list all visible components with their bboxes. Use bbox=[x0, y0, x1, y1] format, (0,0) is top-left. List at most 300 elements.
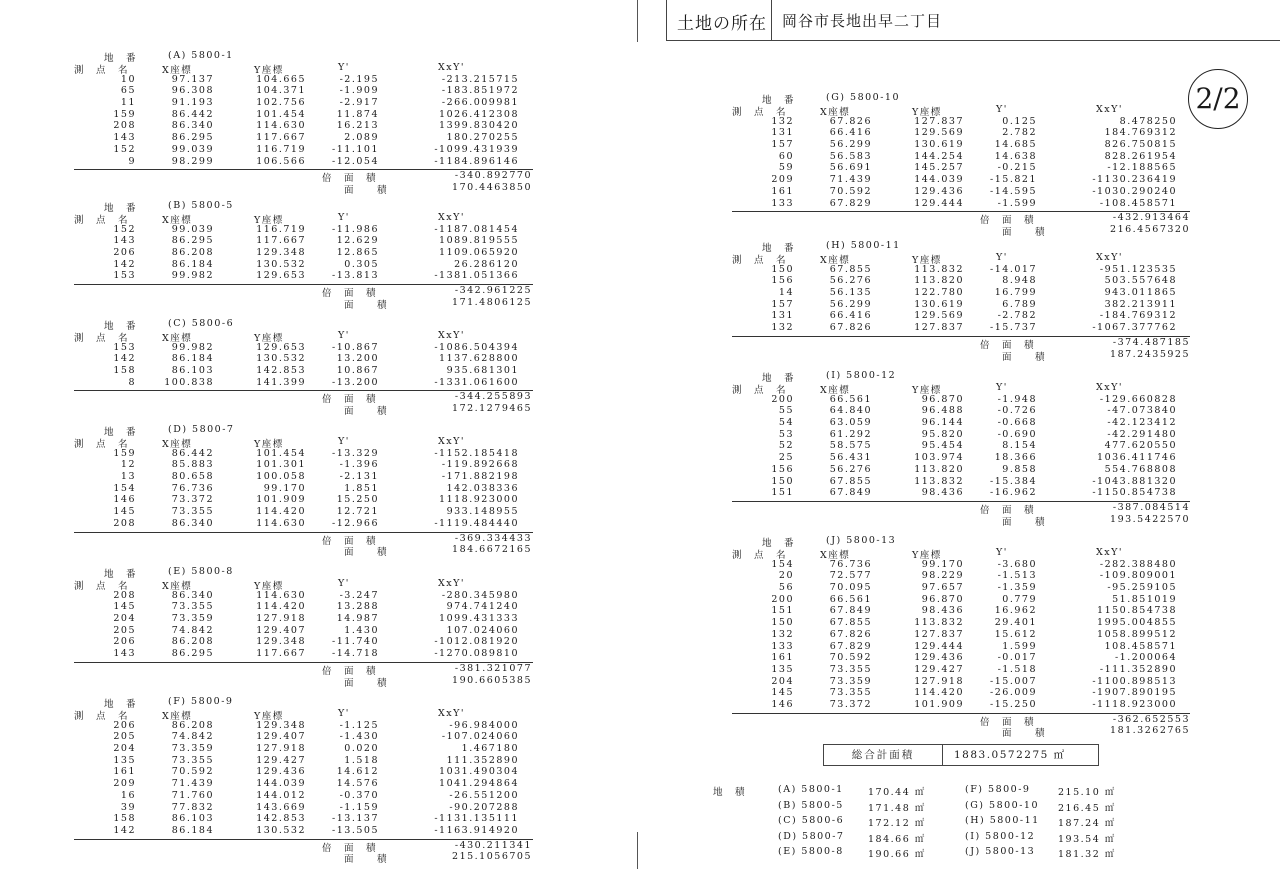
cell: -1131.135111 bbox=[434, 813, 519, 825]
table-row bbox=[74, 235, 534, 247]
area-label: 面 積 bbox=[1002, 728, 1047, 740]
cell: -15.737 bbox=[990, 322, 1037, 334]
cell: 1118.923000 bbox=[439, 494, 519, 506]
cell: 73.359 bbox=[829, 675, 872, 687]
lot-number: (B) 5800-5 bbox=[168, 200, 234, 211]
cell: -47.073840 bbox=[1107, 405, 1177, 417]
cell: 2.089 bbox=[344, 132, 379, 144]
cell: -1030.290240 bbox=[1092, 185, 1177, 197]
cell: 86.103 bbox=[171, 813, 214, 825]
cell: 0.779 bbox=[1002, 593, 1037, 605]
cell: -1.200064 bbox=[1114, 652, 1177, 664]
cell: -213.215715 bbox=[441, 73, 519, 85]
cell: 146 bbox=[113, 494, 136, 506]
cell: 98.436 bbox=[921, 487, 964, 499]
table-row bbox=[74, 790, 534, 802]
lot-number: (F) 5800-9 bbox=[168, 696, 234, 707]
cell: -11.101 bbox=[332, 143, 379, 155]
cell: -95.259105 bbox=[1107, 582, 1177, 594]
cell: -15.250 bbox=[990, 698, 1037, 710]
double-area-label: 倍 面 積 bbox=[980, 215, 1036, 227]
double-area-value: -344.255893 bbox=[454, 391, 532, 403]
cell: 99.039 bbox=[171, 143, 214, 155]
double-area-label: 倍 面 積 bbox=[322, 535, 378, 547]
cell: 156 bbox=[771, 275, 794, 287]
cell: 71.439 bbox=[171, 778, 214, 790]
column-header-y: Y座標 bbox=[912, 107, 942, 118]
cell: 16 bbox=[120, 789, 136, 801]
cell: 67.855 bbox=[829, 475, 872, 487]
table-row bbox=[74, 353, 534, 365]
cell: -11.986 bbox=[332, 223, 379, 235]
cell: 144.039 bbox=[914, 174, 964, 186]
cell: 100.058 bbox=[256, 471, 306, 483]
cell: -266.009981 bbox=[441, 97, 519, 109]
cell: 209 bbox=[771, 174, 794, 186]
cell: 73.355 bbox=[171, 506, 214, 518]
summary-area: 216.45 ㎡ bbox=[1058, 802, 1116, 814]
cell: -1150.854738 bbox=[1092, 487, 1177, 499]
cell: 95.454 bbox=[921, 440, 964, 452]
cell: 64.840 bbox=[829, 405, 872, 417]
summary-area: 215.10 ㎡ bbox=[1058, 787, 1116, 798]
cell: 56.691 bbox=[829, 162, 872, 174]
cell: 102.756 bbox=[256, 97, 306, 109]
cell: 55 bbox=[778, 405, 794, 417]
lot-label: 地 番 bbox=[762, 243, 796, 254]
cell: -1.518 bbox=[997, 663, 1037, 675]
lot-number: (J) 5800-13 bbox=[826, 535, 897, 546]
cell: 66.561 bbox=[829, 593, 872, 605]
cell: -1099.431939 bbox=[434, 143, 519, 155]
cell: 130.532 bbox=[256, 353, 306, 365]
table-row bbox=[74, 813, 534, 825]
table-row bbox=[74, 590, 534, 602]
lot-block bbox=[732, 240, 1192, 363]
cell: -1331.061600 bbox=[434, 376, 519, 388]
cell: -96.984000 bbox=[449, 719, 519, 731]
column-header-row bbox=[74, 436, 534, 448]
column-header-xy: XxY' bbox=[1096, 104, 1124, 115]
column-header-xy: XxY' bbox=[438, 330, 466, 341]
cell: 104.371 bbox=[256, 85, 306, 97]
table-row bbox=[732, 139, 1192, 151]
cell: 129.348 bbox=[256, 719, 306, 731]
cell: 127.918 bbox=[256, 613, 306, 625]
cell: -13.813 bbox=[332, 270, 379, 282]
cell: 135 bbox=[113, 754, 136, 766]
lot-number: (I) 5800-12 bbox=[826, 370, 897, 381]
cell: 66.416 bbox=[829, 310, 872, 322]
cell: 145 bbox=[113, 601, 136, 613]
cell: 103.974 bbox=[914, 452, 964, 464]
cell: -42.123412 bbox=[1107, 417, 1177, 429]
column-header-y: Y座標 bbox=[254, 581, 284, 592]
summary-area: 184.66 ㎡ bbox=[868, 833, 926, 845]
cell: 18.366 bbox=[994, 452, 1037, 464]
summary-lot: (E) 5800-8 bbox=[778, 846, 844, 857]
area-row bbox=[732, 349, 1192, 361]
table-row bbox=[732, 429, 1192, 441]
cell: 1058.899512 bbox=[1097, 628, 1177, 640]
cell: 1.518 bbox=[344, 754, 379, 766]
cell: 130.532 bbox=[256, 258, 306, 270]
table-row bbox=[74, 825, 534, 837]
cell: 63.059 bbox=[829, 417, 872, 429]
cell: -1.909 bbox=[339, 85, 379, 97]
table-row bbox=[74, 802, 534, 814]
cell: 73.372 bbox=[171, 494, 214, 506]
cell: 101.454 bbox=[256, 108, 306, 120]
table-row bbox=[732, 186, 1192, 198]
lot-row bbox=[74, 696, 534, 708]
double-area-value: -387.084514 bbox=[1112, 501, 1190, 513]
area-label: 面 積 bbox=[1002, 351, 1047, 363]
cell: 157 bbox=[771, 139, 794, 151]
cell: 8 bbox=[128, 376, 136, 388]
cell: 153 bbox=[113, 270, 136, 282]
cell: 200 bbox=[771, 393, 794, 405]
lot-label: 地 番 bbox=[104, 427, 138, 438]
cell: 143 bbox=[113, 235, 136, 247]
lot-row bbox=[74, 566, 534, 578]
cell: 99.982 bbox=[171, 270, 214, 282]
lot-number: (H) 5800-11 bbox=[826, 240, 901, 251]
lot-row bbox=[74, 318, 534, 330]
cell: 12.865 bbox=[336, 247, 379, 259]
cell: 129.427 bbox=[256, 754, 306, 766]
cell: 56.299 bbox=[829, 298, 872, 310]
cell: 56.583 bbox=[829, 150, 872, 162]
summary-area: 181.32 ㎡ bbox=[1058, 849, 1116, 860]
cell: 113.820 bbox=[914, 463, 964, 475]
double-area-row bbox=[732, 212, 1192, 227]
cell: 54 bbox=[778, 417, 794, 429]
cell: 39 bbox=[120, 801, 136, 813]
grand-total-value: 1883.0572275 ㎡ bbox=[954, 749, 1066, 761]
cell: 116.719 bbox=[256, 223, 306, 235]
cell: 935.681301 bbox=[446, 365, 519, 377]
cell: 15.612 bbox=[994, 628, 1037, 640]
area-value: 172.1279465 bbox=[452, 403, 532, 415]
cell: 86.295 bbox=[171, 132, 214, 144]
column-header-y: Y座標 bbox=[254, 439, 284, 450]
double-area-row bbox=[74, 391, 534, 406]
cell: 933.148955 bbox=[446, 506, 519, 518]
column-header-xy: XxY' bbox=[1096, 382, 1124, 393]
lot-row bbox=[732, 535, 1192, 547]
cell: 8.154 bbox=[1002, 440, 1037, 452]
cell: 156 bbox=[771, 463, 794, 475]
cell: 104.665 bbox=[256, 73, 306, 85]
lot-label: 地 番 bbox=[104, 699, 138, 710]
location-value: 岡谷市長地出早二丁目 bbox=[782, 12, 943, 30]
cell: 67.829 bbox=[829, 640, 872, 652]
cell: -0.668 bbox=[997, 417, 1037, 429]
double-area-label: 倍 面 積 bbox=[322, 665, 378, 677]
cell: 144.039 bbox=[256, 778, 306, 790]
cell: -129.660828 bbox=[1099, 393, 1177, 405]
table-row bbox=[74, 778, 534, 790]
cell: -1.125 bbox=[339, 719, 379, 731]
cell: 67.826 bbox=[829, 628, 872, 640]
double-area-label: 倍 面 積 bbox=[980, 339, 1036, 351]
cell: -0.690 bbox=[997, 428, 1037, 440]
cell: 14.987 bbox=[336, 613, 379, 625]
cell: -109.809001 bbox=[1099, 570, 1177, 582]
cell: 2.782 bbox=[1002, 127, 1037, 139]
table-row bbox=[74, 766, 534, 778]
cell: 943.011865 bbox=[1104, 287, 1177, 299]
column-header-row bbox=[732, 547, 1192, 559]
cell: 95.820 bbox=[921, 428, 964, 440]
column-header-x: X座標 bbox=[162, 65, 193, 76]
cell: 12.721 bbox=[336, 506, 379, 518]
cell: 142.853 bbox=[256, 365, 306, 377]
cell: 97.657 bbox=[921, 582, 964, 594]
cell: -0.726 bbox=[997, 405, 1037, 417]
cell: 52 bbox=[778, 440, 794, 452]
lot-block bbox=[74, 424, 534, 559]
area-value: 190.6605385 bbox=[452, 674, 532, 686]
cell: 161 bbox=[771, 185, 794, 197]
cell: 127.918 bbox=[914, 675, 964, 687]
column-header-xy: XxY' bbox=[1096, 252, 1124, 263]
cell: 12.629 bbox=[336, 235, 379, 247]
cell: 114.420 bbox=[256, 601, 306, 613]
cell: -1.396 bbox=[339, 459, 379, 471]
summary-lot: (C) 5800-6 bbox=[778, 815, 845, 826]
cell: 180.270255 bbox=[446, 132, 519, 144]
column-header-point: 測 点 名 bbox=[732, 107, 788, 118]
table-row bbox=[74, 259, 534, 271]
double-area-value: -369.334433 bbox=[454, 532, 532, 544]
table-row bbox=[74, 494, 534, 506]
area-value: 215.1056705 bbox=[452, 851, 532, 863]
cell: 16.213 bbox=[336, 120, 379, 132]
cell: 9 bbox=[128, 155, 136, 167]
double-area-value: -362.652553 bbox=[1112, 713, 1190, 725]
cell: -0.017 bbox=[997, 652, 1037, 664]
cell: 206 bbox=[113, 719, 136, 731]
cell: 200 bbox=[771, 593, 794, 605]
cell: -171.882198 bbox=[441, 471, 519, 483]
column-header-yp: Y' bbox=[338, 62, 350, 73]
cell: -1067.377762 bbox=[1092, 322, 1177, 334]
area-row bbox=[732, 514, 1192, 526]
double-area-label: 倍 面 積 bbox=[322, 173, 378, 185]
cell: 98.229 bbox=[921, 570, 964, 582]
table-row bbox=[732, 417, 1192, 429]
cell: 86.208 bbox=[171, 636, 214, 648]
cell: 151 bbox=[771, 605, 794, 617]
cell: 158 bbox=[113, 365, 136, 377]
table-row bbox=[732, 652, 1192, 664]
cell: 70.592 bbox=[829, 652, 872, 664]
table-row bbox=[732, 582, 1192, 594]
cell: 0.020 bbox=[344, 743, 379, 755]
cell: 56.299 bbox=[829, 139, 872, 151]
cell: 100.838 bbox=[164, 376, 214, 388]
cell: 106.566 bbox=[256, 155, 306, 167]
lot-block bbox=[74, 566, 534, 689]
table-row bbox=[732, 664, 1192, 676]
cell: 14.685 bbox=[994, 139, 1037, 151]
table-row bbox=[74, 613, 534, 625]
double-area-row bbox=[74, 285, 534, 300]
cell: 12 bbox=[120, 459, 136, 471]
cell: 86.442 bbox=[171, 447, 214, 459]
lot-block bbox=[732, 370, 1192, 528]
area-row bbox=[74, 403, 534, 418]
area-value: 216.4567320 bbox=[1110, 223, 1190, 235]
cell: 151 bbox=[771, 487, 794, 499]
cell: -1187.081454 bbox=[434, 223, 519, 235]
cell: -16.962 bbox=[990, 487, 1037, 499]
table-row bbox=[732, 287, 1192, 299]
area-value: 171.4806125 bbox=[452, 296, 532, 308]
cell: 72.577 bbox=[829, 570, 872, 582]
cell: 127.918 bbox=[256, 743, 306, 755]
cell: 205 bbox=[113, 731, 136, 743]
cell: 16.799 bbox=[994, 287, 1037, 299]
table-row bbox=[732, 198, 1192, 210]
cell: 135 bbox=[771, 663, 794, 675]
column-header-y: Y座標 bbox=[254, 215, 284, 226]
cell: 80.658 bbox=[171, 471, 214, 483]
cell: 129.569 bbox=[914, 127, 964, 139]
summary-area: 172.12 ㎡ bbox=[868, 818, 926, 829]
cell: -1130.236419 bbox=[1092, 174, 1177, 186]
cell: -1.159 bbox=[339, 801, 379, 813]
cell: 127.837 bbox=[914, 628, 964, 640]
column-header-y: Y座標 bbox=[912, 255, 942, 266]
cell: 150 bbox=[771, 475, 794, 487]
cell: -1086.504394 bbox=[434, 341, 519, 353]
column-header-x: X座標 bbox=[162, 581, 193, 592]
cell: 129.444 bbox=[914, 197, 964, 209]
cell: 1.599 bbox=[1002, 640, 1037, 652]
cell: -1270.089810 bbox=[434, 648, 519, 660]
table-row bbox=[732, 299, 1192, 311]
cell: 77.832 bbox=[171, 801, 214, 813]
cell: -1.513 bbox=[997, 570, 1037, 582]
cell: 150 bbox=[771, 263, 794, 275]
table-row bbox=[74, 74, 534, 86]
column-header-row bbox=[74, 62, 534, 74]
cell: 114.420 bbox=[914, 687, 964, 699]
column-header-point: 測 点 名 bbox=[732, 385, 788, 396]
cell: 206 bbox=[113, 636, 136, 648]
cell: -1012.081920 bbox=[434, 636, 519, 648]
double-area-row bbox=[74, 533, 534, 545]
column-header-y: Y座標 bbox=[912, 385, 942, 396]
table-row bbox=[74, 109, 534, 121]
column-header-point: 測 点 名 bbox=[74, 581, 130, 592]
cell: 114.420 bbox=[256, 506, 306, 518]
lot-label: 地 番 bbox=[762, 373, 796, 384]
table-row bbox=[732, 594, 1192, 606]
table-row bbox=[732, 629, 1192, 641]
cell: -1043.881320 bbox=[1092, 475, 1177, 487]
table-row bbox=[732, 151, 1192, 163]
table-row bbox=[732, 174, 1192, 186]
table-row bbox=[732, 127, 1192, 139]
table-row bbox=[732, 452, 1192, 464]
cell: 477.620550 bbox=[1104, 440, 1177, 452]
cell: 117.667 bbox=[256, 235, 306, 247]
cell: 129.407 bbox=[256, 731, 306, 743]
table-row bbox=[74, 459, 534, 471]
cell: 8.948 bbox=[1002, 275, 1037, 287]
table-row bbox=[74, 506, 534, 518]
table-row bbox=[732, 476, 1192, 488]
cell: 86.340 bbox=[171, 517, 214, 529]
cell: 60 bbox=[778, 150, 794, 162]
cell: -26.551200 bbox=[449, 789, 519, 801]
lot-block bbox=[74, 696, 534, 866]
summary-area: 193.54 ㎡ bbox=[1058, 833, 1116, 845]
area-label: 面 積 bbox=[344, 406, 389, 418]
table-row bbox=[732, 310, 1192, 322]
cell: 76.736 bbox=[171, 482, 214, 494]
table-row bbox=[732, 570, 1192, 582]
double-area-value: -432.913464 bbox=[1112, 212, 1190, 224]
summary-lot: (D) 5800-7 bbox=[778, 830, 845, 842]
cell: 145 bbox=[113, 506, 136, 518]
cell: 97.137 bbox=[171, 73, 214, 85]
cell: -1163.914920 bbox=[434, 824, 519, 836]
cell: -15.821 bbox=[990, 174, 1037, 186]
cell: 98.299 bbox=[171, 155, 214, 167]
cell: 86.442 bbox=[171, 108, 214, 120]
column-header-xy: XxY' bbox=[438, 708, 466, 719]
column-header-row bbox=[732, 252, 1192, 264]
column-header-xy: XxY' bbox=[438, 436, 466, 447]
cell: 1026.412308 bbox=[439, 108, 519, 120]
cell: 159 bbox=[113, 447, 136, 459]
cell: 71.760 bbox=[171, 789, 214, 801]
cell: 76.736 bbox=[829, 558, 872, 570]
double-area-value: -430.211341 bbox=[454, 839, 532, 851]
cell: 1041.294864 bbox=[439, 778, 519, 790]
cell: -2.917 bbox=[339, 97, 379, 109]
cell: 67.829 bbox=[829, 197, 872, 209]
cell: 96.870 bbox=[921, 593, 964, 605]
cell: 99.039 bbox=[171, 223, 214, 235]
column-header-y: Y座標 bbox=[254, 65, 284, 76]
cell: -1.599 bbox=[997, 197, 1037, 209]
cell: 142 bbox=[113, 824, 136, 836]
column-header-x: X座標 bbox=[820, 385, 851, 396]
cell: -951.123535 bbox=[1099, 263, 1177, 275]
cell: 132 bbox=[771, 322, 794, 334]
summary-lot: (G) 5800-10 bbox=[965, 799, 1039, 811]
cell: 73.359 bbox=[171, 743, 214, 755]
cell: 66.561 bbox=[829, 393, 872, 405]
cell: -282.388480 bbox=[1099, 558, 1177, 570]
column-header-yp: Y' bbox=[338, 330, 350, 341]
cell: 56.276 bbox=[829, 463, 872, 475]
cell: 73.372 bbox=[829, 698, 872, 710]
double-area-label: 倍 面 積 bbox=[980, 716, 1036, 728]
cell: 86.295 bbox=[171, 648, 214, 660]
area-value: 193.5422570 bbox=[1110, 513, 1190, 525]
area-value: 184.6672165 bbox=[452, 544, 532, 556]
table-row bbox=[74, 85, 534, 97]
cell: 184.769312 bbox=[1104, 127, 1177, 139]
cell: 101.909 bbox=[256, 494, 306, 506]
